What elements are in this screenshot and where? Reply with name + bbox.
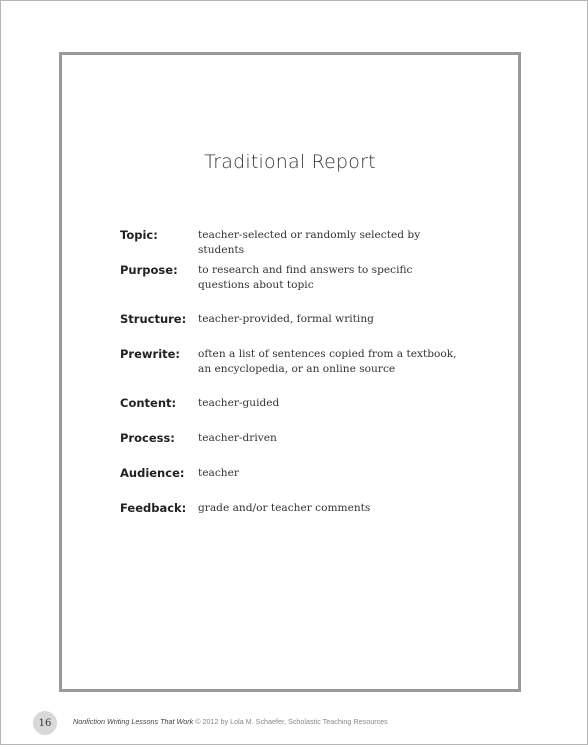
row-structure: [120, 312, 460, 327]
row-purpose: [120, 263, 460, 293]
row-process: [120, 431, 460, 446]
row-topic: [120, 228, 460, 258]
page-number: 16: [38, 717, 52, 729]
term-description: to research and find answers to specific questions about topic: [198, 264, 413, 291]
term-description: grade and/or teacher comments: [198, 502, 371, 514]
row-prewrite: [120, 347, 460, 377]
footer-credit-line: [73, 717, 388, 726]
term-label: Content:: [120, 396, 177, 410]
term-label: Process:: [120, 431, 175, 445]
page-title: Traditional Report: [204, 151, 376, 173]
term-description: teacher: [198, 467, 239, 479]
term-description: often a list of sentences copied from a textbook, an encyclopedia, or an online source: [198, 348, 457, 375]
term-description: teacher-selected or randomly selected by students: [198, 229, 421, 256]
footer-book-title: Nonfiction Writing Lessons That Work: [73, 717, 194, 726]
term-label: Structure:: [120, 312, 187, 326]
content-frame: [59, 52, 521, 692]
row-audience: [120, 466, 460, 481]
row-content: [120, 396, 460, 411]
term-description: teacher-guided: [198, 397, 280, 409]
term-label: Prewrite:: [120, 347, 181, 361]
footer-copyright: © 2012 by Lola M. Schaefer, Scholastic Teaching Resources: [195, 717, 388, 726]
term-description: teacher-provided, formal writing: [198, 313, 374, 325]
row-feedback: [120, 501, 460, 516]
term-label: Feedback:: [120, 501, 187, 515]
page-number-badge: [33, 711, 57, 735]
term-label: Audience:: [120, 466, 185, 480]
term-description: teacher-driven: [198, 432, 277, 444]
term-label: Topic:: [120, 228, 158, 242]
term-label: Purpose:: [120, 263, 178, 277]
